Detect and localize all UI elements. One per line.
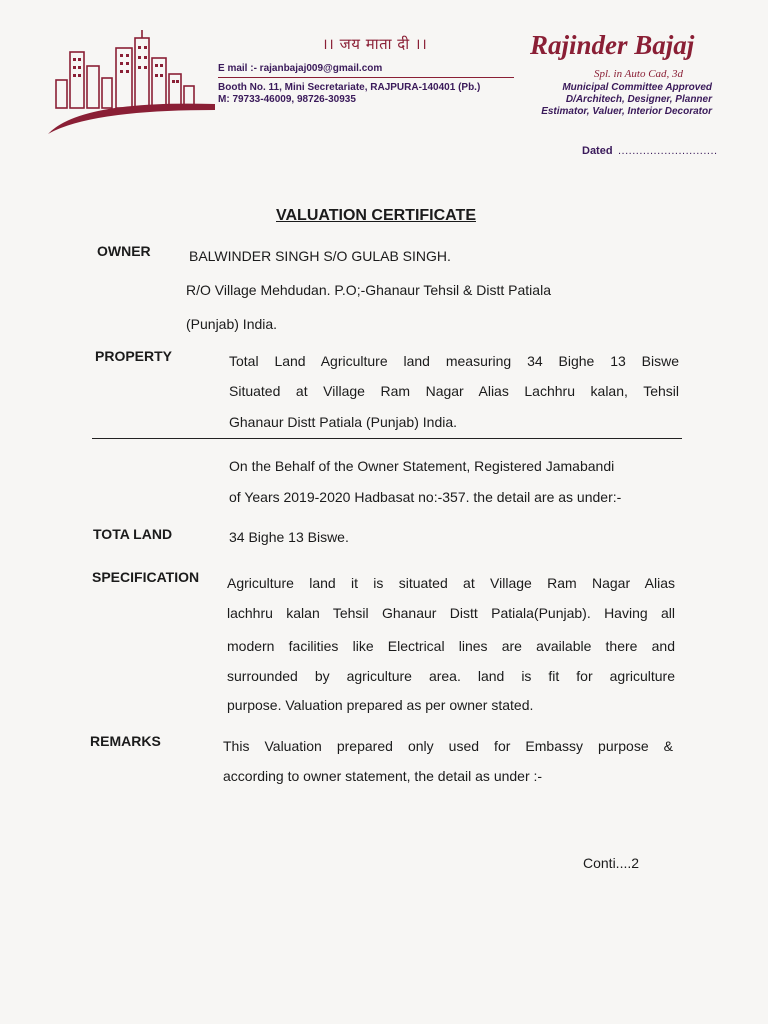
remarks-line: according to owner statement, the detail as under :- [223,768,543,784]
owner-line: BALWINDER SINGH S/O GULAB SINGH. [189,248,451,264]
dated-value: ............................ [618,145,718,157]
remarks-line: This Valuation prepared only used for Embassy purpose & [223,738,673,754]
qualification-line: Estimator, Valuer, Interior Decorator [541,106,712,117]
property-line: Total Land Agriculture land measuring 34 Bighe 13 Biswe [229,353,679,369]
section-divider [92,438,682,439]
contact-phone: M: 79733-46009, 98726-30935 [218,94,356,105]
total-land-label: TOTA LAND [93,526,173,542]
specification-line: modern facilities like Electrical lines are available there and [227,638,675,654]
specification-line: surrounded by agriculture area. land is fit for agriculture [227,668,675,684]
statement-line: On the Behalf of the Owner Statement, Registered Jamabandi [229,458,615,474]
specification-line: Agriculture land it is situated at Village Ram Nagar Alias [227,575,675,591]
specification-label: SPECIFICATION [92,569,200,585]
city-skyline-logo-icon [40,30,220,140]
header-divider [218,77,514,78]
brand-name: Rajinder Bajaj [530,30,695,60]
qualification-line: D/Architech, Designer, Planner [565,94,712,105]
brand-specialty: Spl. in Auto Cad, 3d [594,68,684,80]
total-land-value: 34 Bighe 13 Biswe. [229,529,349,545]
specification-line: purpose. Valuation prepared as per owner stated. [227,697,534,713]
specification-line: lachhru kalan Tehsil Ghanaur Distt Patiala(Punjab). Having all [227,605,675,621]
owner-label: OWNER [97,243,151,259]
owner-line: (Punjab) India. [186,316,278,332]
remarks-label: REMARKS [90,733,161,749]
property-line: Situated at Village Ram Nagar Alias Lachhru kalan, Tehsil [229,383,679,399]
contact-email: E mail :- rajanbajaj009@gmail.com [218,63,383,74]
contact-address: Booth No. 11, Mini Secretariate, RAJPURA-140401 (Pb.) [218,82,481,93]
dated-label: Dated [582,145,613,157]
owner-line: R/O Village Mehdudan. P.O;-Ghanaur Tehsil & Distt Patiala [186,282,551,298]
document-title: VALUATION CERTIFICATE [276,207,476,224]
continued-note: Conti....2 [583,855,640,871]
statement-line: of Years 2019-2020 Hadbasat no:-357. the detail are as under:- [229,489,622,505]
property-label: PROPERTY [95,348,173,364]
property-line: Ghanaur Distt Patiala (Punjab) India. [229,414,458,430]
qualification-line: Municipal Committee Approved [562,82,712,93]
header-motto: ।। जय माता दी ।। [322,35,428,53]
